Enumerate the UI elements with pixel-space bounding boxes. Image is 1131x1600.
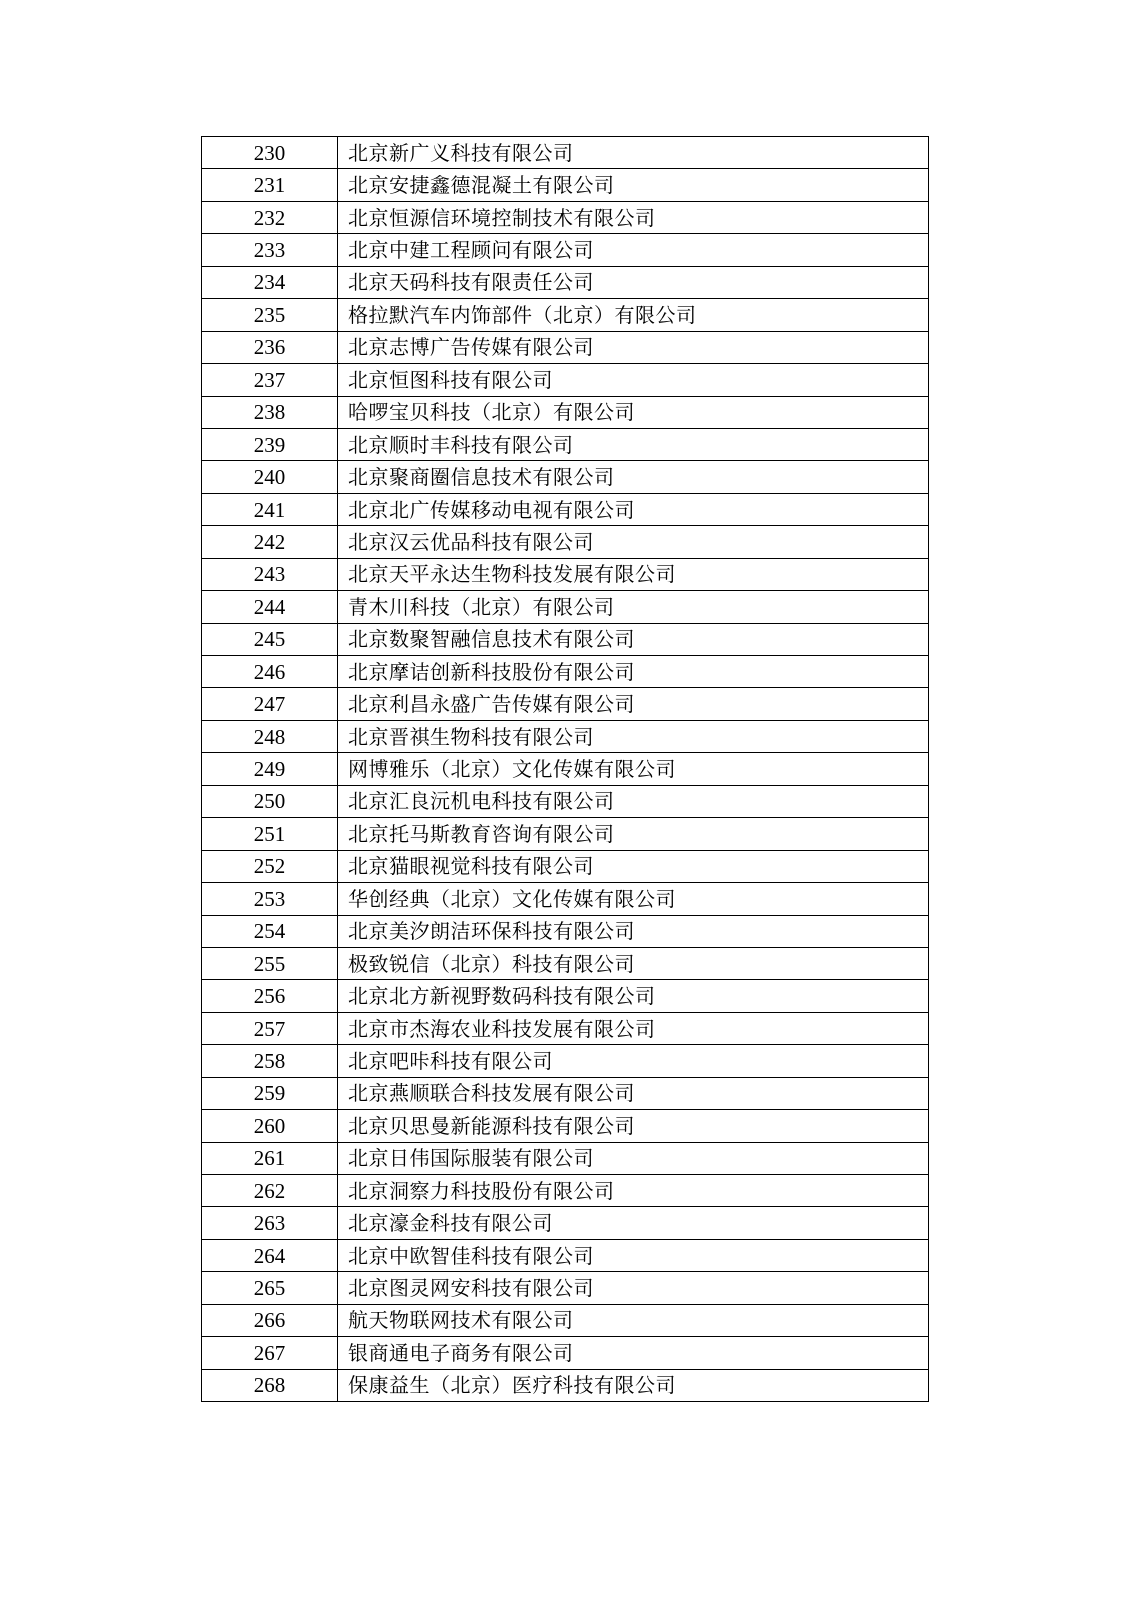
row-number-cell: 260 — [202, 1110, 338, 1142]
table-row — [202, 1272, 929, 1304]
row-number-cell: 258 — [202, 1045, 338, 1077]
table-row — [202, 883, 929, 915]
table-row — [202, 493, 929, 525]
company-name-cell: 极致锐信（北京）科技有限公司 — [338, 947, 929, 979]
company-name-cell: 北京市杰海农业科技发展有限公司 — [338, 1012, 929, 1044]
company-name-cell: 北京中欧智佳科技有限公司 — [338, 1239, 929, 1271]
company-name-cell: 北京燕顺联合科技发展有限公司 — [338, 1077, 929, 1109]
table-row — [202, 299, 929, 331]
table-row — [202, 656, 929, 688]
table-row — [202, 1239, 929, 1271]
table-row — [202, 526, 929, 558]
row-number-cell: 239 — [202, 428, 338, 460]
table-row — [202, 201, 929, 233]
company-name-cell: 北京托马斯教育咨询有限公司 — [338, 818, 929, 850]
company-name-cell: 北京摩诘创新科技股份有限公司 — [338, 656, 929, 688]
row-number-cell: 265 — [202, 1272, 338, 1304]
table-row — [202, 1337, 929, 1369]
row-number-cell: 256 — [202, 980, 338, 1012]
company-list-table — [201, 136, 929, 1402]
row-number-cell: 236 — [202, 331, 338, 363]
row-number-cell: 263 — [202, 1207, 338, 1239]
table-row — [202, 947, 929, 979]
row-number-cell: 245 — [202, 623, 338, 655]
table-row — [202, 623, 929, 655]
table-row — [202, 234, 929, 266]
row-number-cell: 235 — [202, 299, 338, 331]
row-number-cell: 233 — [202, 234, 338, 266]
table-row — [202, 1077, 929, 1109]
row-number-cell: 261 — [202, 1142, 338, 1174]
company-name-cell: 北京洞察力科技股份有限公司 — [338, 1175, 929, 1207]
row-number-cell: 257 — [202, 1012, 338, 1044]
company-name-cell: 格拉默汽车内饰部件（北京）有限公司 — [338, 299, 929, 331]
row-number-cell: 252 — [202, 850, 338, 882]
table-row — [202, 720, 929, 752]
table-row — [202, 1110, 929, 1142]
row-number-cell: 250 — [202, 785, 338, 817]
company-name-cell: 北京天平永达生物科技发展有限公司 — [338, 558, 929, 590]
row-number-cell: 240 — [202, 461, 338, 493]
table-row — [202, 591, 929, 623]
company-name-cell: 北京恒图科技有限公司 — [338, 364, 929, 396]
table-row — [202, 461, 929, 493]
company-name-cell: 北京濠金科技有限公司 — [338, 1207, 929, 1239]
company-list-body — [202, 137, 929, 1402]
row-number-cell: 267 — [202, 1337, 338, 1369]
table-row — [202, 688, 929, 720]
table-row — [202, 331, 929, 363]
company-name-cell: 北京新广义科技有限公司 — [338, 137, 929, 169]
company-name-cell: 北京晋祺生物科技有限公司 — [338, 720, 929, 752]
company-name-cell: 北京汉云优品科技有限公司 — [338, 526, 929, 558]
row-number-cell: 244 — [202, 591, 338, 623]
company-name-cell: 北京汇良沅机电科技有限公司 — [338, 785, 929, 817]
row-number-cell: 254 — [202, 915, 338, 947]
company-name-cell: 青木川科技（北京）有限公司 — [338, 591, 929, 623]
table-row — [202, 915, 929, 947]
company-name-cell: 北京美汐朗洁环保科技有限公司 — [338, 915, 929, 947]
company-name-cell: 北京数聚智融信息技术有限公司 — [338, 623, 929, 655]
table-row — [202, 1012, 929, 1044]
row-number-cell: 231 — [202, 169, 338, 201]
row-number-cell: 234 — [202, 266, 338, 298]
table-row — [202, 396, 929, 428]
company-name-cell: 航天物联网技术有限公司 — [338, 1304, 929, 1336]
table-row — [202, 1175, 929, 1207]
company-name-cell: 北京安捷鑫德混凝土有限公司 — [338, 169, 929, 201]
company-name-cell: 华创经典（北京）文化传媒有限公司 — [338, 883, 929, 915]
company-name-cell: 北京聚商圈信息技术有限公司 — [338, 461, 929, 493]
table-row — [202, 980, 929, 1012]
table-row — [202, 753, 929, 785]
table-row — [202, 558, 929, 590]
company-name-cell: 北京吧咔科技有限公司 — [338, 1045, 929, 1077]
row-number-cell: 247 — [202, 688, 338, 720]
row-number-cell: 232 — [202, 201, 338, 233]
table-row — [202, 1142, 929, 1174]
company-name-cell: 北京北广传媒移动电视有限公司 — [338, 493, 929, 525]
table-row — [202, 1207, 929, 1239]
row-number-cell: 259 — [202, 1077, 338, 1109]
company-name-cell: 北京猫眼视觉科技有限公司 — [338, 850, 929, 882]
row-number-cell: 242 — [202, 526, 338, 558]
row-number-cell: 255 — [202, 947, 338, 979]
company-name-cell: 北京中建工程顾问有限公司 — [338, 234, 929, 266]
row-number-cell: 230 — [202, 137, 338, 169]
row-number-cell: 262 — [202, 1175, 338, 1207]
company-name-cell: 北京志博广告传媒有限公司 — [338, 331, 929, 363]
company-name-cell: 北京贝思曼新能源科技有限公司 — [338, 1110, 929, 1142]
row-number-cell: 264 — [202, 1239, 338, 1271]
table-row — [202, 1045, 929, 1077]
company-name-cell: 北京日伟国际服装有限公司 — [338, 1142, 929, 1174]
table-row — [202, 169, 929, 201]
table-row — [202, 818, 929, 850]
table-row — [202, 137, 929, 169]
row-number-cell: 268 — [202, 1369, 338, 1401]
company-name-cell: 北京图灵网安科技有限公司 — [338, 1272, 929, 1304]
company-name-cell: 北京北方新视野数码科技有限公司 — [338, 980, 929, 1012]
table-row — [202, 1304, 929, 1336]
table-row — [202, 785, 929, 817]
row-number-cell: 246 — [202, 656, 338, 688]
table-row — [202, 428, 929, 460]
row-number-cell: 266 — [202, 1304, 338, 1336]
row-number-cell: 237 — [202, 364, 338, 396]
table-row — [202, 850, 929, 882]
row-number-cell: 251 — [202, 818, 338, 850]
company-name-cell: 北京利昌永盛广告传媒有限公司 — [338, 688, 929, 720]
company-name-cell: 北京顺时丰科技有限公司 — [338, 428, 929, 460]
company-name-cell: 网博雅乐（北京）文化传媒有限公司 — [338, 753, 929, 785]
company-name-cell: 银商通电子商务有限公司 — [338, 1337, 929, 1369]
company-name-cell: 北京天码科技有限责任公司 — [338, 266, 929, 298]
row-number-cell: 249 — [202, 753, 338, 785]
company-name-cell: 保康益生（北京）医疗科技有限公司 — [338, 1369, 929, 1401]
company-name-cell: 哈啰宝贝科技（北京）有限公司 — [338, 396, 929, 428]
row-number-cell: 248 — [202, 720, 338, 752]
row-number-cell: 243 — [202, 558, 338, 590]
table-row — [202, 266, 929, 298]
row-number-cell: 238 — [202, 396, 338, 428]
row-number-cell: 253 — [202, 883, 338, 915]
company-name-cell: 北京恒源信环境控制技术有限公司 — [338, 201, 929, 233]
table-row — [202, 364, 929, 396]
table-row — [202, 1369, 929, 1401]
row-number-cell: 241 — [202, 493, 338, 525]
